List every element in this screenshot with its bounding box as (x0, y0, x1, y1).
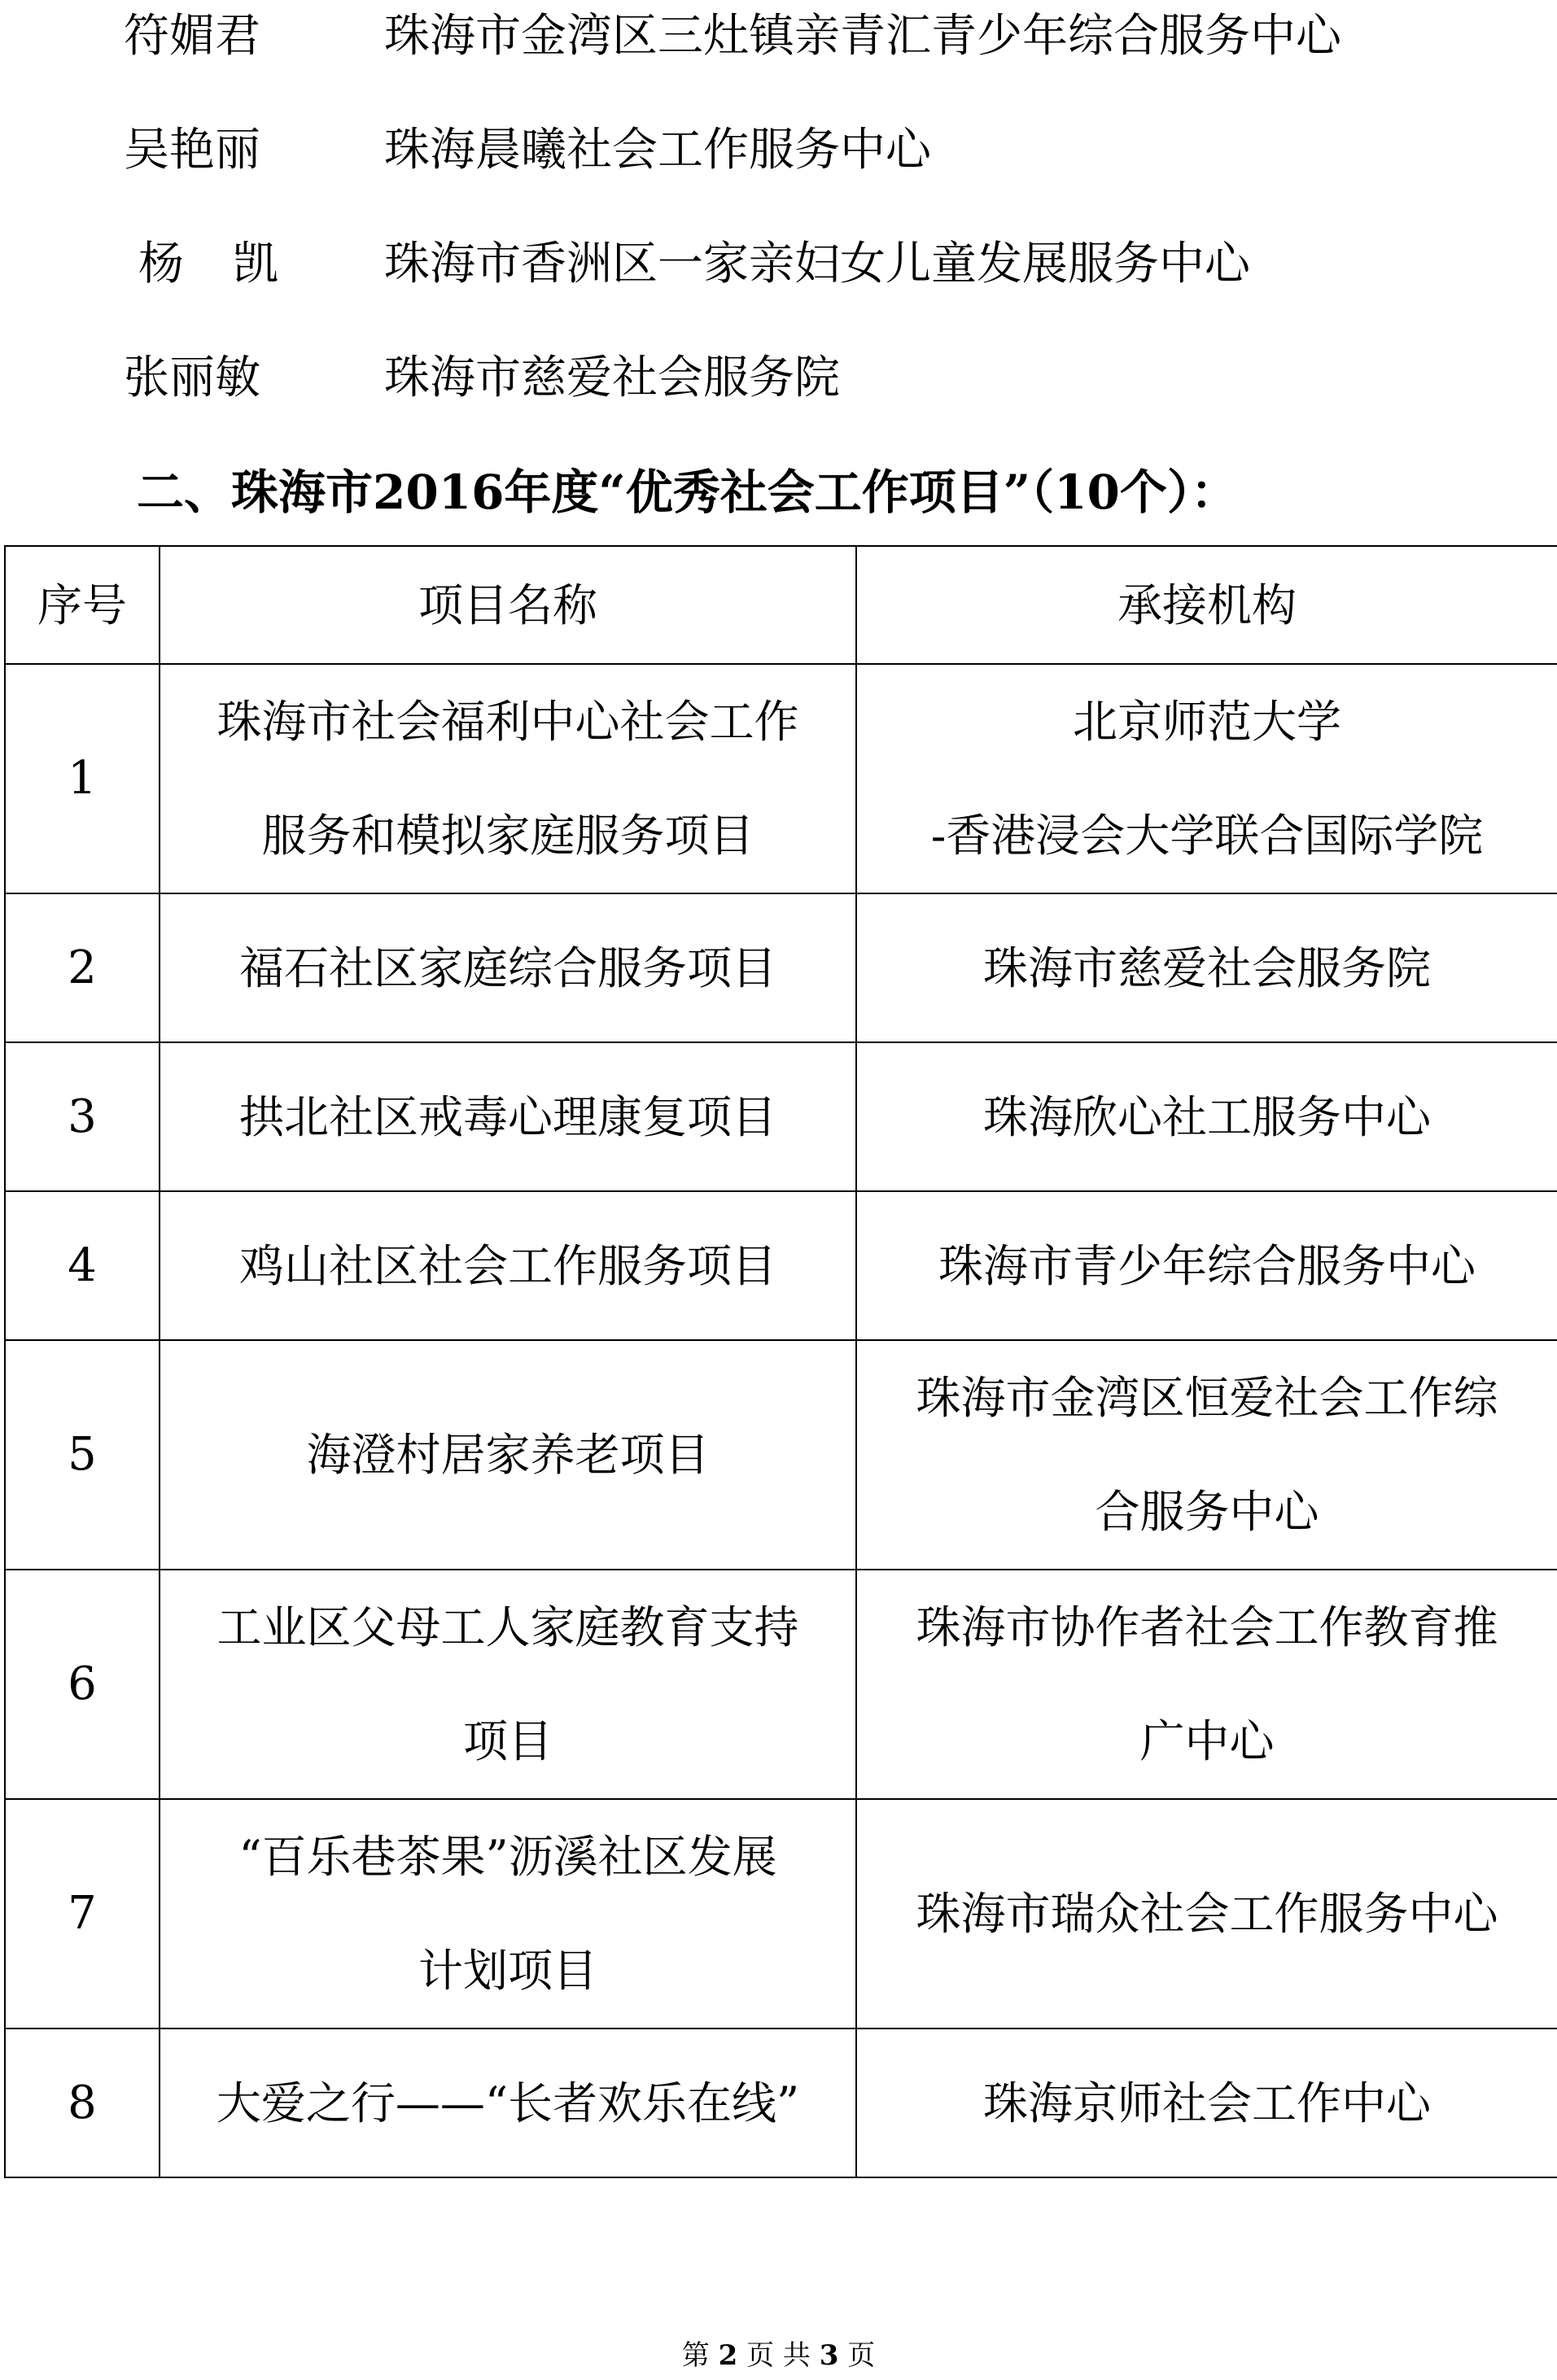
row-organization-line: 珠海京师社会工作中心 (982, 2076, 1431, 2129)
person-org: 珠海市慈爱社会服务院 (384, 352, 840, 404)
row-project (160, 1799, 856, 2028)
table-row (5, 893, 1557, 1042)
footer-total-pages: 3 (819, 2339, 839, 2372)
row-organization-line: 珠海欣心社工服务中心 (982, 1090, 1431, 1143)
page-footer (0, 2335, 1557, 2376)
row-organization (856, 1340, 1557, 1570)
person-org: 珠海市金湾区三灶镇亲青汇青少年综合服务中心 (384, 10, 1341, 63)
row-organization (856, 2028, 1557, 2177)
row-organization (856, 1191, 1557, 1340)
row-project-line: 计划项目 (418, 1945, 597, 1997)
row-number: 8 (5, 2028, 160, 2177)
person-name: 吴艳丽 (124, 124, 260, 177)
person-name: 符媚君 (124, 10, 260, 63)
row-project-line: 大爱之行——“长者欢乐在线” (216, 2076, 800, 2129)
section-heading: 二、珠海市2016年度“优秀社会工作项目”（10个）： (137, 465, 1238, 520)
person-org: 珠海晨曦社会工作服务中心 (384, 124, 931, 177)
row-organization-line: 珠海市金湾区恒爱社会工作综 (916, 1372, 1498, 1424)
row-number: 3 (5, 1042, 160, 1191)
table-row (5, 2028, 1557, 2177)
row-organization (856, 893, 1557, 1042)
person-row (0, 224, 1557, 305)
row-organization (856, 1799, 1557, 2028)
footer-suffix: 页 (847, 2339, 876, 2372)
row-number: 7 (5, 1799, 160, 2028)
row-organization-line: 合服务中心 (1095, 1486, 1319, 1538)
person-row (0, 0, 1557, 77)
person-row (0, 338, 1557, 419)
row-number: 1 (5, 664, 160, 893)
row-project-line: 服务和模拟家庭服务项目 (261, 810, 754, 862)
row-project-line: 珠海市社会福利中心社会工作 (216, 696, 799, 748)
person-name: 杨凯 (138, 238, 327, 290)
footer-page-number: 2 (718, 2339, 738, 2372)
person-row (0, 110, 1557, 191)
row-project-line: 鸡山社区社会工作服务项目 (238, 1239, 776, 1292)
header-organization: 承接机构 (856, 546, 1557, 664)
row-number: 2 (5, 893, 160, 1042)
row-project (160, 1191, 856, 1340)
person-org: 珠海市香洲区一家亲妇女儿童发展服务中心 (384, 238, 1250, 290)
person-name: 张丽敏 (124, 352, 260, 404)
table-header-row (5, 546, 1557, 664)
row-project (160, 664, 856, 893)
footer-prefix: 第 (681, 2339, 710, 2372)
row-number: 5 (5, 1340, 160, 1570)
row-project-line: 拱北社区戒毒心理康复项目 (238, 1090, 776, 1143)
header-number: 序号 (5, 546, 160, 664)
footer-middle: 页 共 (746, 2339, 811, 2372)
row-project (160, 1042, 856, 1191)
table-row (5, 1042, 1557, 1191)
row-project-line: 项目 (462, 1715, 553, 1767)
row-organization-line: -香港浸会大学联合国际学院 (930, 810, 1484, 862)
row-project (160, 893, 856, 1042)
row-project-line: “百乐巷茶果”沥溪社区发展 (238, 1831, 777, 1883)
row-organization-line: 珠海市青少年综合服务中心 (938, 1239, 1476, 1292)
table-row (5, 664, 1557, 893)
row-project-line: 工业区父母工人家庭教育支持 (216, 1601, 799, 1653)
table-row (5, 1191, 1557, 1340)
row-organization-line: 北京师范大学 (1072, 696, 1341, 748)
row-number: 4 (5, 1191, 160, 1340)
row-project (160, 1340, 856, 1570)
row-organization (856, 1042, 1557, 1191)
row-organization (856, 664, 1557, 893)
header-project-name: 项目名称 (160, 546, 856, 664)
table-row (5, 1570, 1557, 1799)
table-row (5, 1340, 1557, 1570)
row-project (160, 1570, 856, 1799)
row-project (160, 2028, 856, 2177)
row-organization-line: 珠海市慈爱社会服务院 (982, 941, 1431, 994)
row-organization-line: 珠海市协作者社会工作教育推 (916, 1601, 1498, 1653)
row-number: 6 (5, 1570, 160, 1799)
table-row (5, 1799, 1557, 2028)
row-organization (856, 1570, 1557, 1799)
row-organization-line: 广中心 (1139, 1715, 1275, 1767)
row-project-line: 海澄村居家养老项目 (306, 1429, 710, 1481)
projects-table (4, 545, 1557, 2178)
row-organization-line: 珠海市瑞众社会工作服务中心 (916, 1888, 1498, 1940)
row-project-line: 福石社区家庭综合服务项目 (238, 941, 776, 994)
